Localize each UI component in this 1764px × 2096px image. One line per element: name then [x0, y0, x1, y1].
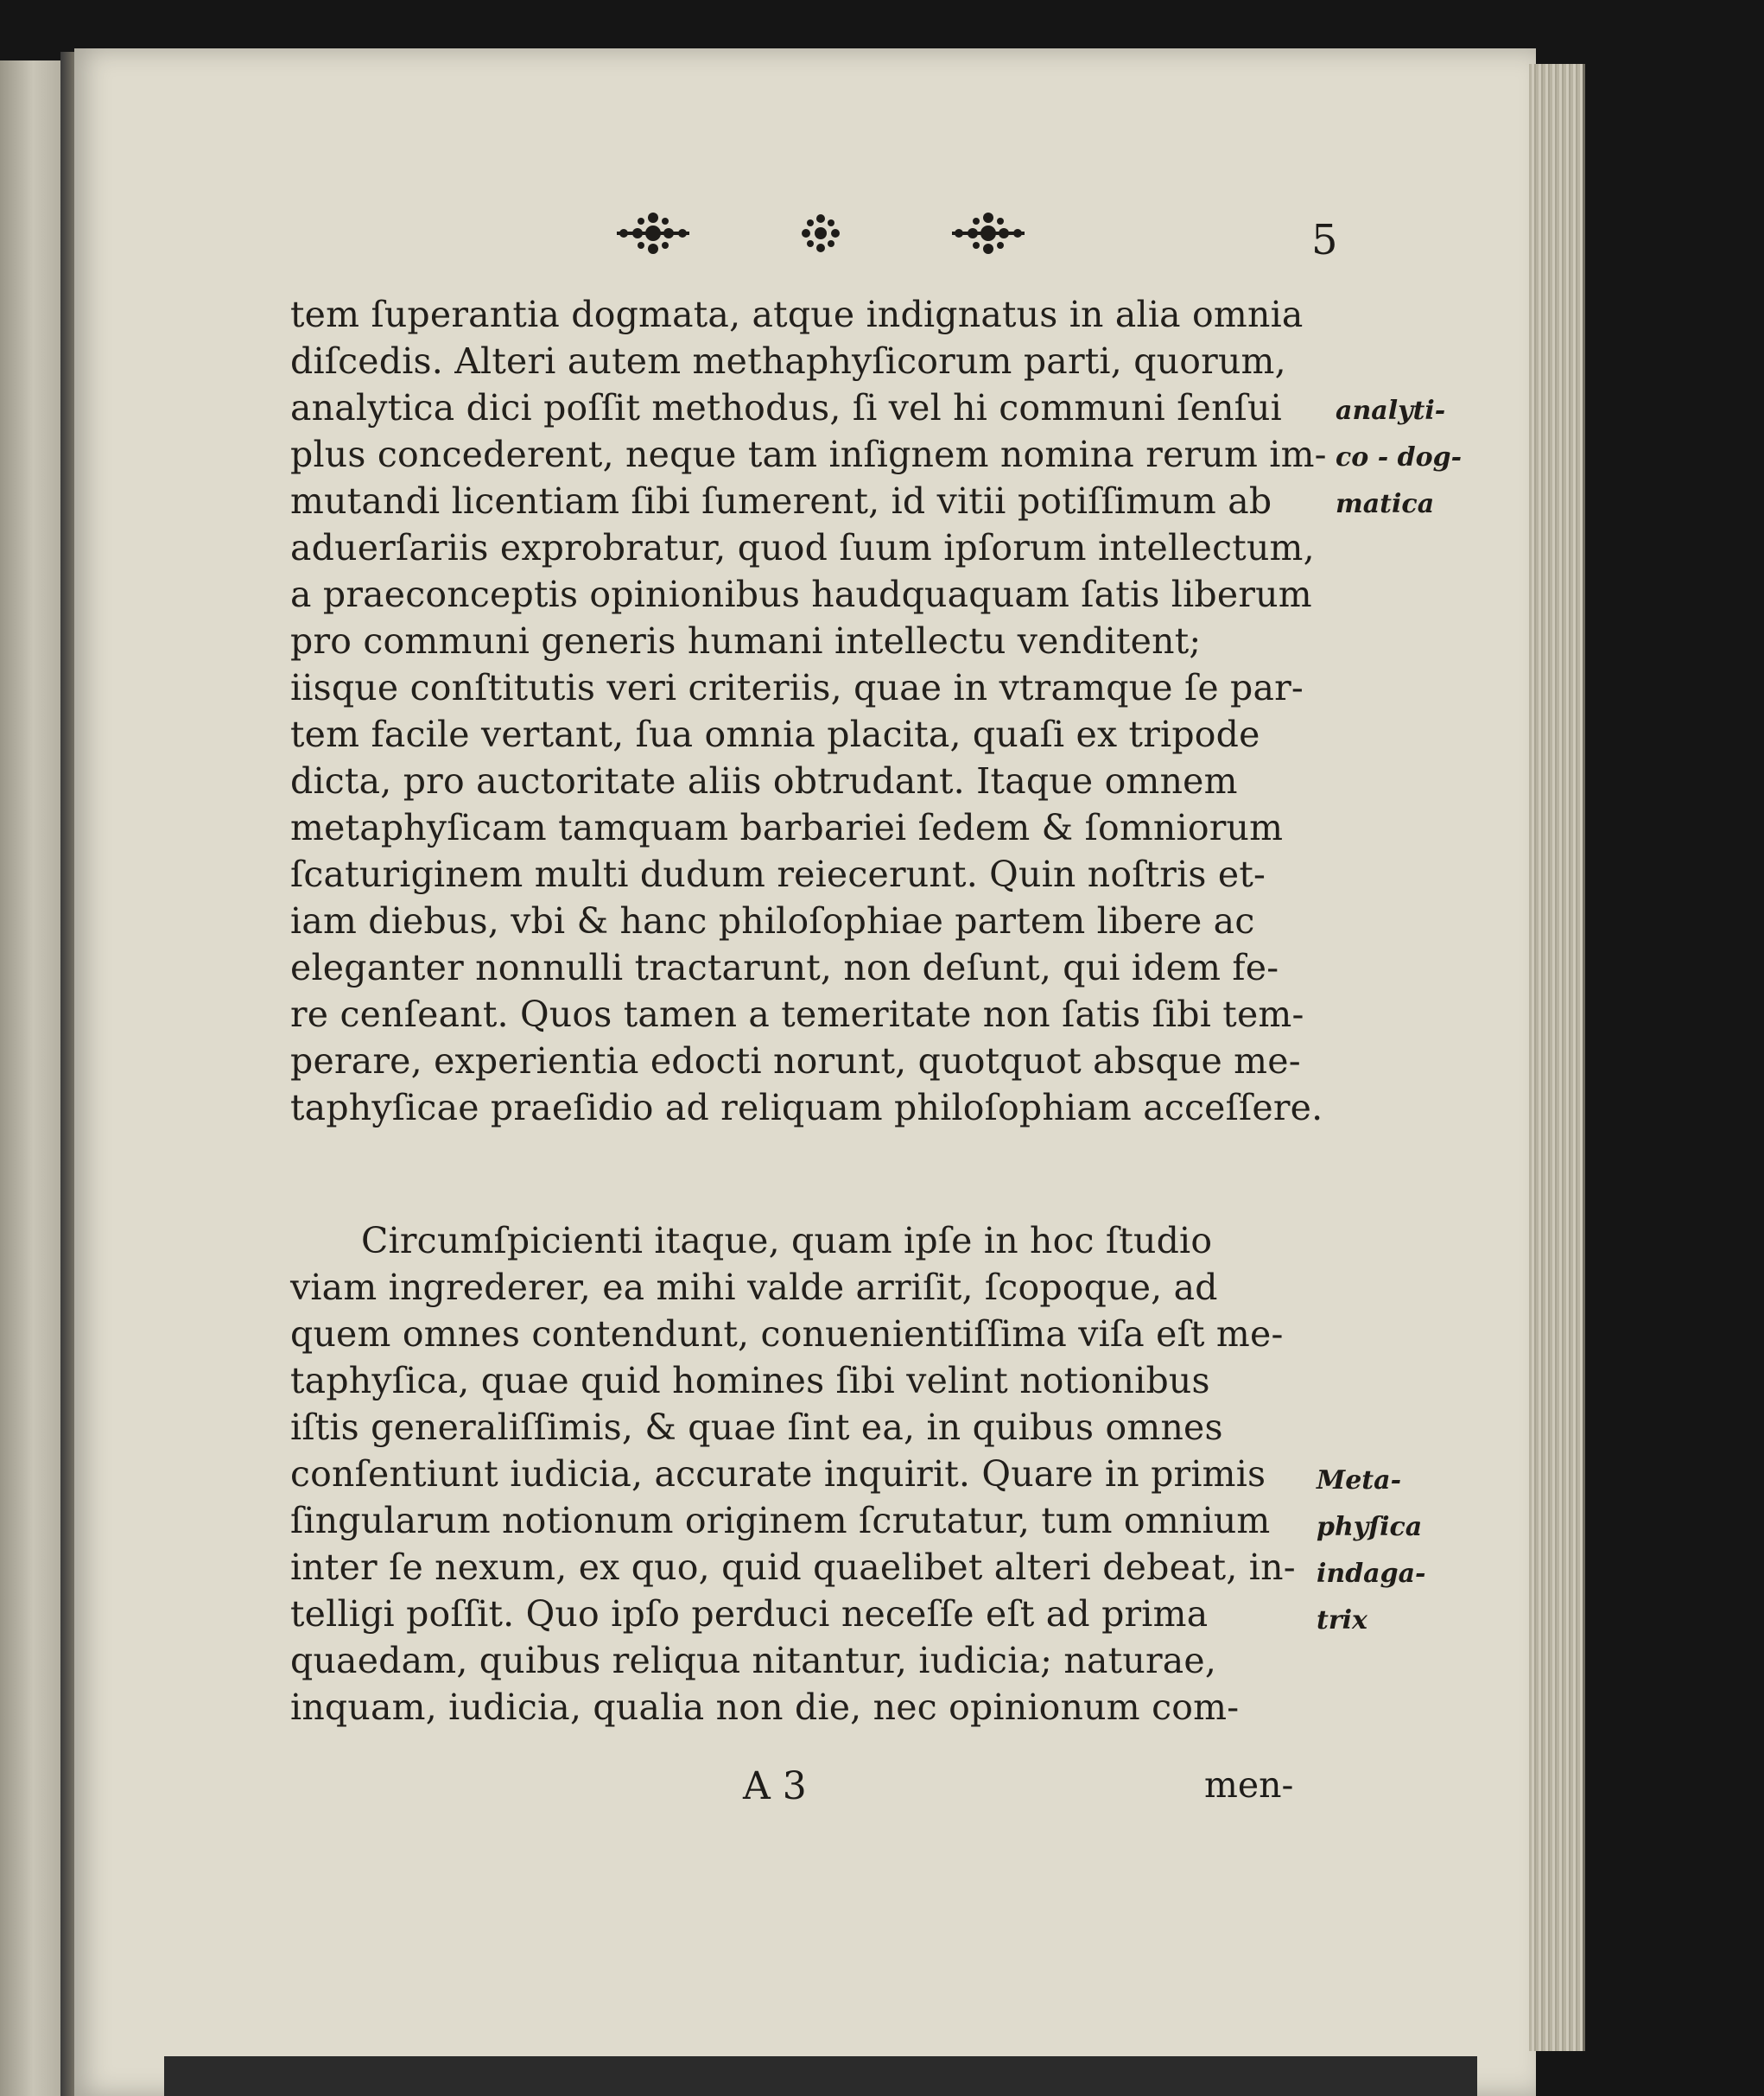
header-ornament — [613, 207, 1028, 259]
signature-mark: A 3 — [743, 1764, 807, 1808]
margin-note: analyti- — [1336, 396, 1446, 426]
text-line: taphyſicae praeſidio ad reliquam philoſophiam acceſſere. — [290, 1087, 1323, 1128]
text-line: ſingularum notionum originem ſcrutatur, tum omnium — [290, 1500, 1271, 1541]
scan-background — [164, 2056, 1477, 2096]
text-line: re cenſeant. Quos tamen a temeritate non ſatis ſibi tem- — [290, 994, 1304, 1035]
text-line: iam diebus, vbi & hanc philoſophiae partem libere ac — [290, 900, 1255, 942]
text-line: inter ſe nexum, ex quo, quid quaelibet alteri debeat, in- — [290, 1547, 1296, 1588]
text-line: perare, experientia edocti norunt, quotquot absque me- — [290, 1040, 1301, 1082]
text-line: tem facile vertant, ſua omnia placita, quaſi ex tripode — [290, 714, 1260, 755]
text-line: quaedam, quibus reliqua nitantur, iudicia; naturae, — [290, 1640, 1217, 1681]
margin-note: Meta- — [1317, 1465, 1402, 1496]
fleuron-wide-icon — [949, 209, 1028, 257]
text-line: plus concederent, neque tam inſignem nomina rerum im- — [290, 434, 1327, 475]
margin-note: matica — [1336, 489, 1435, 519]
text-line: a praeconceptis opinionibus haudquaquam ſatis liberum — [290, 574, 1312, 615]
text-line: quem omnes contendunt, conuenientiſſima viſa eſt me- — [290, 1313, 1284, 1355]
text-line: aduerſariis exprobratur, quod ſuum ipſorum intellectum, — [290, 527, 1315, 568]
text-line: pro communi generis humani intellectu venditent; — [290, 620, 1202, 662]
text-line: analytica dici poſſit methodus, ſi vel hi communi ſenſui — [290, 387, 1282, 429]
text-line: conſentiunt iudicia, accurate inquirit. Quare in primis — [290, 1453, 1266, 1495]
text-line: telligi poſſit. Quo ipſo perduci neceſſe eſt ad prima — [290, 1593, 1209, 1635]
text-line: taphyſica, quae quid homines ſibi velint notionibus — [290, 1360, 1210, 1401]
margin-note: trix — [1317, 1605, 1367, 1636]
text-line: inquam, iudicia, qualia non die, nec opinionum com- — [290, 1686, 1240, 1728]
text-line: ſcaturiginem multi dudum reiecerunt. Quin noſtris et- — [290, 854, 1266, 895]
page-stack-edge — [1529, 64, 1585, 2051]
text-line: eleganter nonnulli tractarunt, non deſunt, qui idem fe- — [290, 947, 1279, 988]
text-line: Circumſpicienti itaque, quam ipſe in hoc ſtudio — [361, 1220, 1213, 1261]
text-line: iisque conſtitutis veri criteriis, quae in vtramque ſe par- — [290, 667, 1304, 708]
text-line: iſtis generaliſſimis, & quae ſint ea, in quibus omnes — [290, 1407, 1223, 1448]
text-line: dicta, pro auctoritate aliis obtrudant. Itaque omnem — [290, 760, 1238, 802]
margin-note: phyſica — [1317, 1512, 1423, 1542]
catchword: men- — [1204, 1764, 1294, 1806]
margin-note: indaga- — [1317, 1559, 1426, 1589]
text-line: viam ingrederer, ea mihi valde arriſit, ſcopoque, ad — [290, 1267, 1218, 1308]
fleuron-wide-icon — [613, 209, 693, 257]
text-line: mutandi licentiam ſibi ſumerent, id vitii potiſſimum ab — [290, 480, 1272, 522]
margin-note: co - dog- — [1336, 442, 1463, 473]
text-line: tem ſuperantia dogmata, atque indignatus in alia omnia — [290, 294, 1304, 335]
text-line: metaphyſicam tamquam barbariei ſedem & ſomniorum — [290, 807, 1284, 848]
text-line: diſcedis. Alteri autem methaphyſicorum parti, quorum, — [290, 340, 1286, 382]
fleuron-small-icon — [795, 209, 847, 257]
page-number: 5 — [1311, 216, 1338, 264]
left-page-edge — [0, 60, 60, 2096]
